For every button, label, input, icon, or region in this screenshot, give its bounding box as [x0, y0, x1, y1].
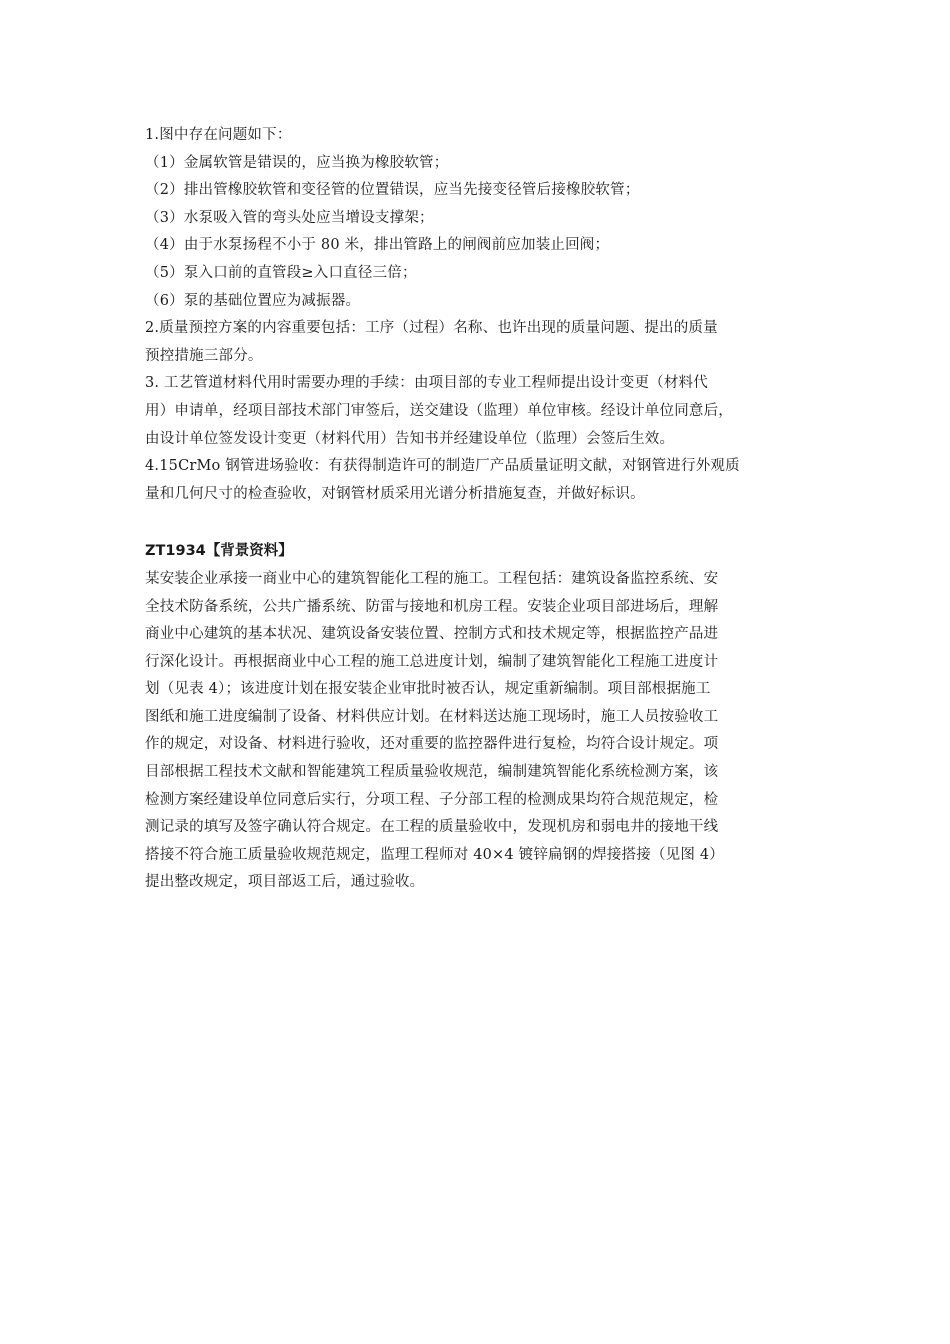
paragraph-line: 作的规定，对设备、材料进行验收，还对重要的监控器件进行复检，均符合设计规定。项: [145, 736, 719, 753]
answer-line: 2.质量预控方案的内容重要包括：工序（过程）名称、也许出现的质量问题、提出的质量: [145, 320, 718, 337]
answer-line: （1）金属软管是错误的，应当换为橡胶软管；: [145, 154, 449, 171]
answer-line: （3）水泵吸入管的弯头处应当增设支撑架；: [145, 209, 434, 226]
paragraph-line: 划（见表 4）；该进度计划在报安装企业审批时被否认，规定重新编制。项目部根据施工: [145, 681, 711, 698]
paragraph-line: 商业中心建筑的基本状况、建筑设备安装位置、控制方式和技术规定等，根据监控产品进: [145, 626, 719, 643]
answer-line: 用）申请单，经项目部技术部门审签后，送交建设（监理）单位审核。经设计单位同意后，: [145, 402, 733, 419]
section-spacer: [145, 508, 815, 538]
paragraph-line: 某安装企业承接一商业中心的建筑智能化工程的施工。工程包括：建筑设备监控系统、安: [145, 570, 719, 587]
paragraph-line: 提出整改规定，项目部返工后，通过验收。: [145, 874, 425, 891]
paragraph-line: 行深化设计。再根据商业中心工程的施工总进度计划，编制了建筑智能化工程施工进度计: [145, 653, 719, 670]
paragraph-line: 检测方案经建设单位同意后实行，分项工程、子分部工程的检测成果均符合规范规定，检: [145, 791, 719, 808]
answer-line: 1.图中存在问题如下：: [145, 127, 292, 143]
background-section: [145, 538, 815, 897]
answers-section: [145, 122, 815, 508]
paragraph-line: 搭接不符合施工质量验收规范规定，监理工程师对 40×4 镀锌扁钢的焊接搭接（见图 4）: [145, 846, 724, 863]
answer-line: （4）由于水泵扬程不小于 80 米，排出管路上的闸阀前应加装止回阀；: [145, 237, 610, 254]
paragraph-line: 测记录的填写及签字确认符合规定。在工程的质量验收中，发现机房和弱电井的接地干线: [145, 819, 719, 836]
paragraph-line: 图纸和施工进度编制了设备、材料供应计划。在材料送达施工现场时，施工人员按验收工: [145, 708, 719, 725]
answer-line: 预控措施三部分。: [145, 347, 263, 364]
answer-line: （5）泵入口前的直管段≥入口直径三倍；: [145, 264, 417, 281]
answer-line: （2）排出管橡胶软管和变径管的位置错误，应当先接变径管后接橡胶软管；: [145, 182, 640, 199]
answer-line: 量和几何尺寸的检查验收，对钢管材质采用光谱分析措施复查，并做好标识。: [145, 485, 645, 502]
answer-line: 4.15CrMo 钢管进场验收：有获得制造许可的制造厂产品质量证明文献，对钢管进行外观质: [145, 458, 740, 475]
answer-line: （6）泵的基础位置应为减振器。: [145, 292, 361, 309]
document-page: [145, 122, 815, 897]
paragraph-line: 目部根据工程技术文献和智能建筑工程质量验收规范，编制建筑智能化系统检测方案，该: [145, 764, 719, 781]
answer-line: 3. 工艺管道材料代用时需要办理的手续：由项目部的专业工程师提出设计变更（材料代: [145, 375, 708, 392]
paragraph-line: 全技术防备系统，公共广播系统、防雷与接地和机房工程。安装企业项目部进场后，理解: [145, 598, 719, 615]
section-heading: ZT1934【背景资料】: [145, 543, 293, 560]
answer-line: 由设计单位签发设计变更（材料代用）告知书并经建设单位（监理）会签后生效。: [145, 430, 675, 447]
